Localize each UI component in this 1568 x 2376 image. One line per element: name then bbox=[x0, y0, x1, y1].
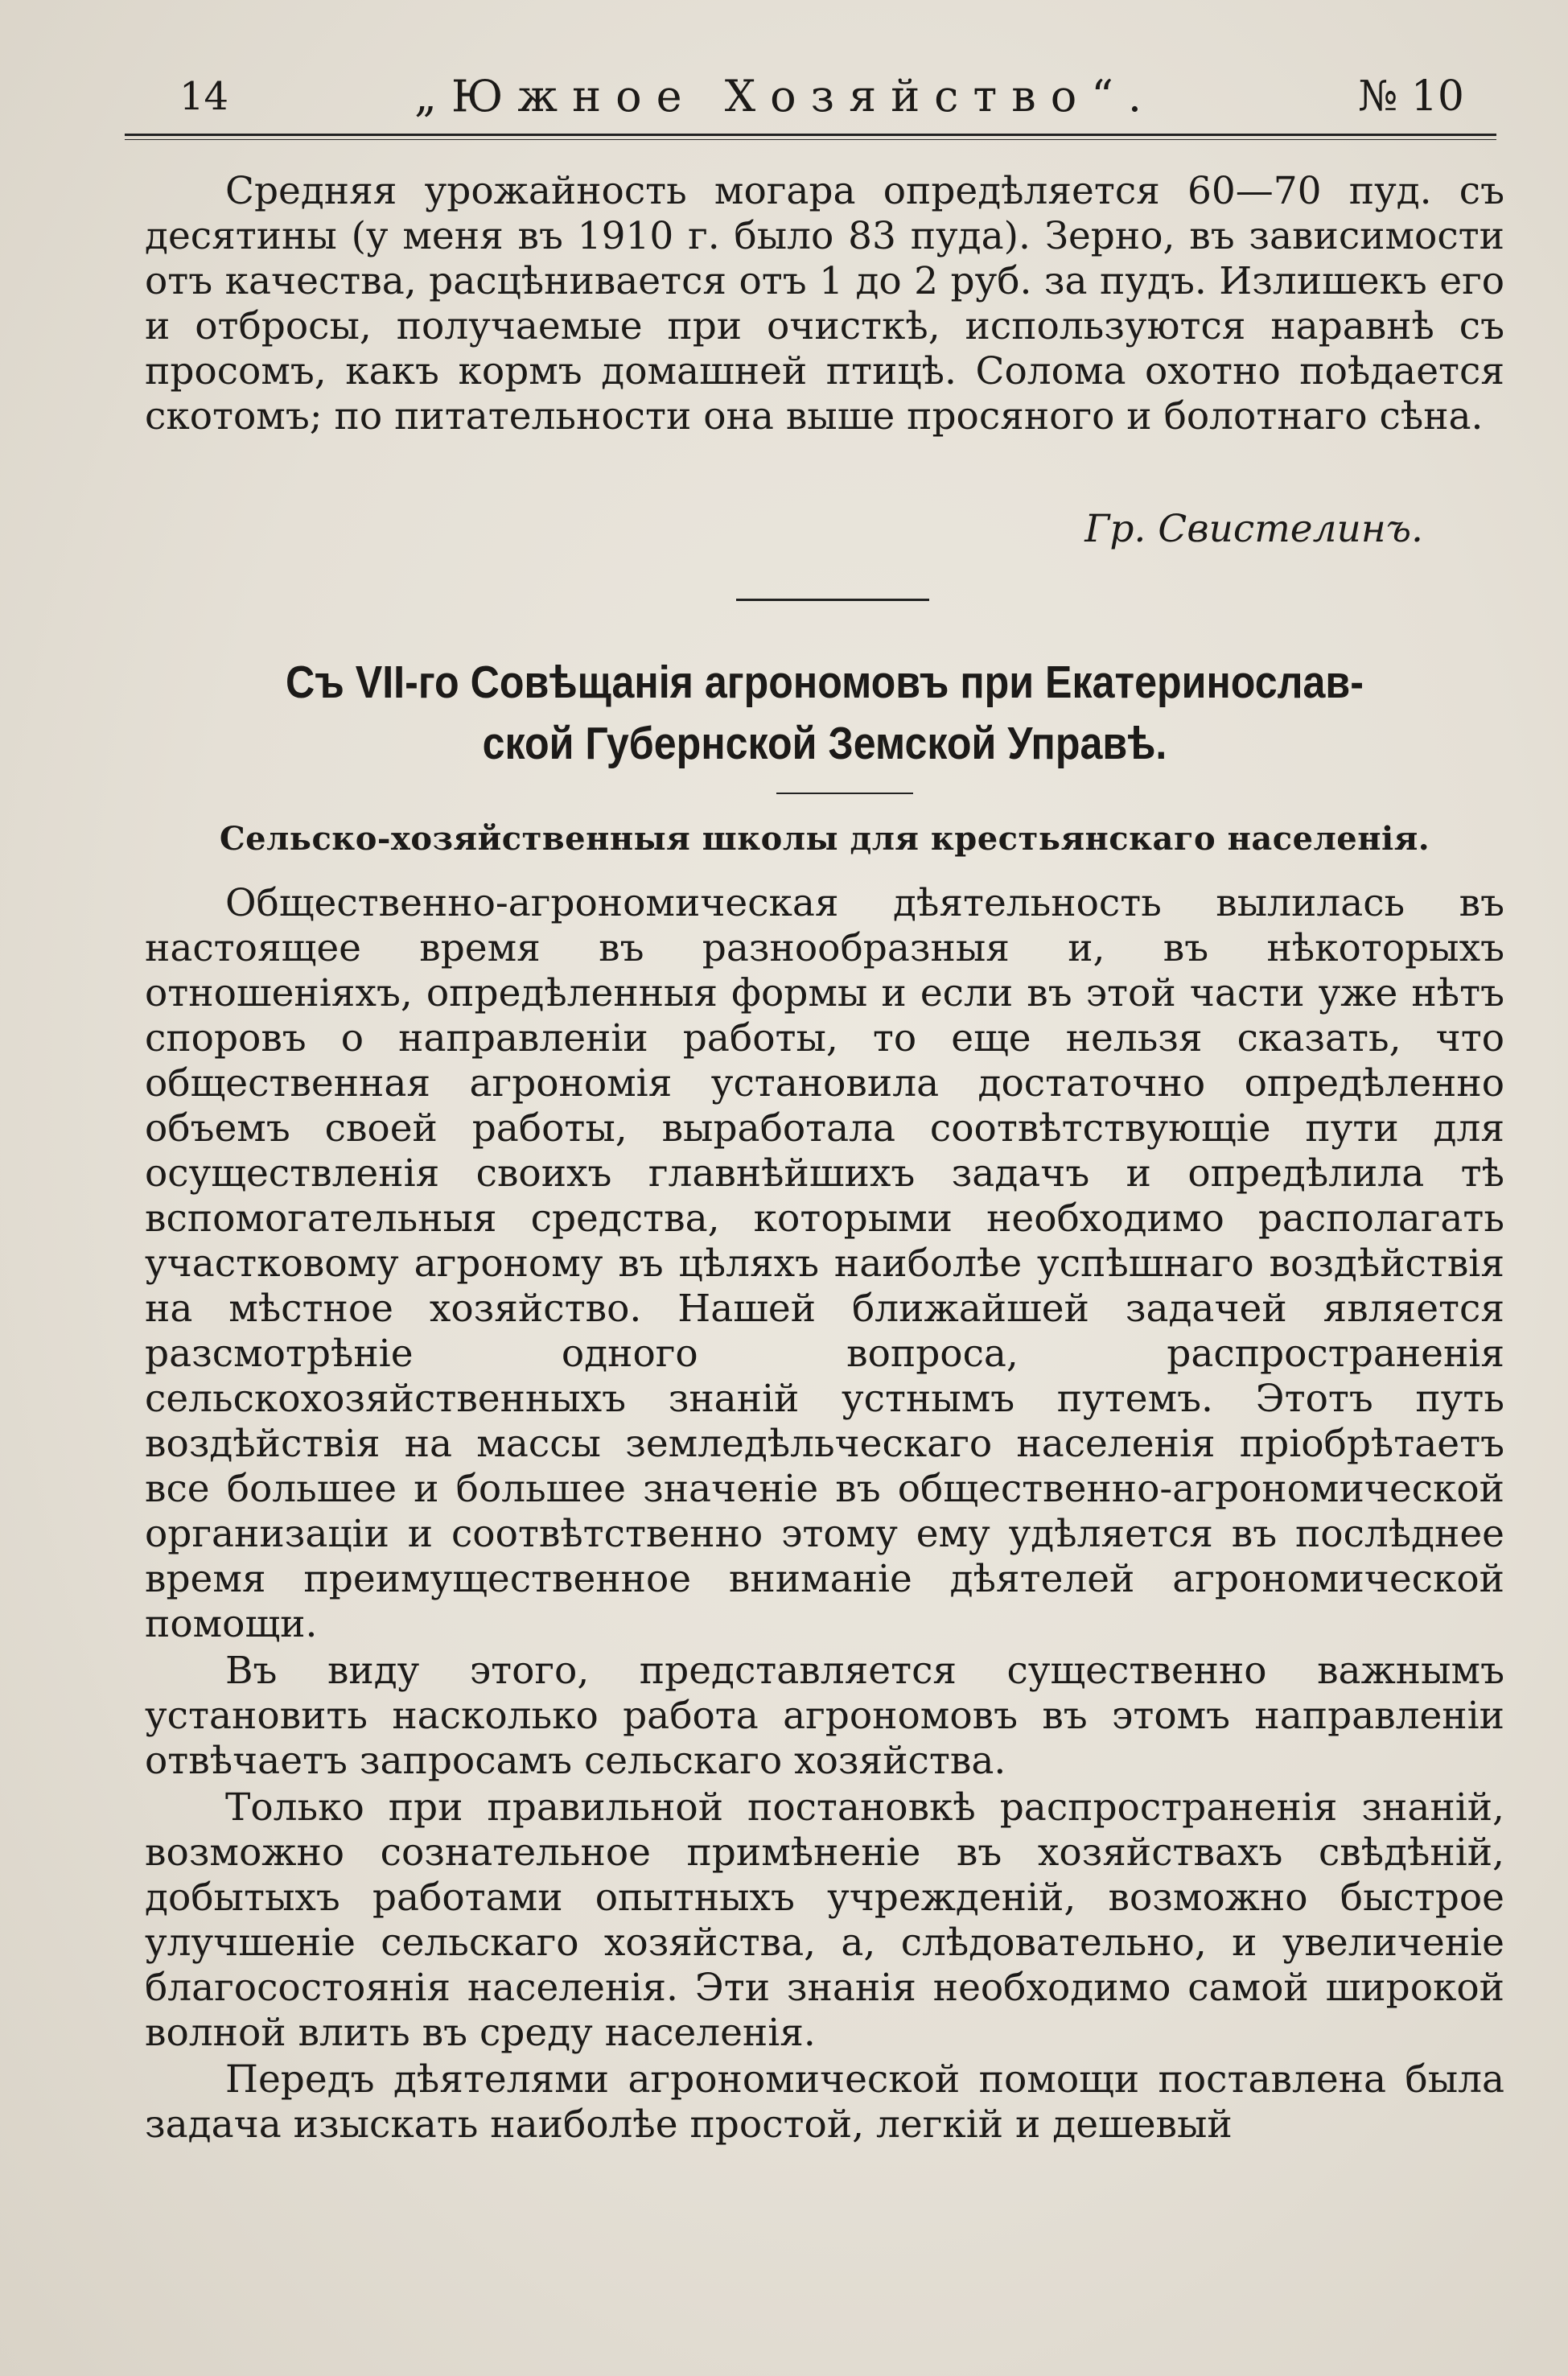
journal-title: „Южное Хозяйство“. bbox=[414, 71, 1156, 121]
issue-number: № 10 bbox=[1358, 72, 1464, 121]
paragraph: Средняя урожайность могара опредѣляется 60—70 пуд. съ десятины (у меня въ 1910 г. было 83 пуда). Зерно, въ зависимости отъ качества, расцѣнивается отъ 1 до 2 руб. за пудъ. Излишекъ его и отбросы, получаемые при очисткѣ, используются наравнѣ съ просомъ, какъ кормъ домашней птицѣ. Солома охотно поѣдается скотомъ; по питательности она выше просяного и болотнаго сѣна. bbox=[145, 169, 1504, 439]
section-separator bbox=[736, 599, 929, 601]
author-signature: Гр. Свистелинъ. bbox=[1084, 507, 1423, 551]
page-number: 14 bbox=[179, 74, 229, 119]
paragraph: Общественно-агрономическая дѣятельность вылилась въ настоящее время въ разнообразныя и, въ нѣкоторыхъ отношеніяхъ, опредѣленныя формы и если въ этой части уже нѣтъ споровъ о направленіи работы, то еще нельзя сказать, что общественная агрономія установила достаточно опредѣленно объемъ своей работы, выработала соотвѣтствующіе пути для осуществленія своихъ главнѣйшихъ задачъ и опредѣлила тѣ вспомогательныя средства, которыми необходимо располагать участковому агроному въ цѣляхъ наиболѣе успѣшнаго воздѣйствія на мѣстное хозяйство. Нашей ближайшей задачей является разсмотрѣніе одного вопроса, распространенія сельскохозяйственныхъ знаній устнымъ путемъ. Этотъ путь воздѣйствія на массы земледѣльческаго населенія пріобрѣтаетъ все большее и большее значеніе въ общественно-агрономической организаціи и соотвѣтственно этому ему удѣляется въ послѣднее время преимущественное вниманіе дѣятелей агрономической помощи. bbox=[145, 881, 1504, 1646]
article-title-line: ской Губернской Земской Управѣ. bbox=[482, 718, 1167, 769]
header-rule bbox=[125, 134, 1496, 136]
page-header bbox=[125, 72, 1496, 137]
article-body bbox=[145, 881, 1504, 2149]
header-rule-thin bbox=[125, 139, 1496, 140]
title-separator bbox=[776, 793, 913, 794]
article-title bbox=[223, 652, 1426, 774]
paragraph: Передъ дѣятелями агрономической помощи поставлена была задача изыскать наиболѣе простой, легкій и дешевый bbox=[145, 2057, 1504, 2147]
previous-article-text bbox=[145, 169, 1504, 439]
article-title-line: Съ VII-го Совѣщанія агрономовъ при Екатеринослав- bbox=[286, 657, 1364, 708]
paragraph: Въ виду этого, представляется существенно важнымъ установить насколько работа агрономовъ въ этомъ направленіи отвѣчаетъ запросамъ сельскаго хозяйства. bbox=[145, 1649, 1504, 1783]
paragraph: Только при правильной постановкѣ распространенія знаній, возможно сознательное примѣненіе въ хозяйствахъ свѣдѣній, добытыхъ работами опытныхъ учрежденій, возможно быстрое улучшеніе сельскаго хозяйства, а, слѣдовательно, и увеличеніе благосостоянія населенія. Эти знанія необходимо самой широкой волной влить въ среду населенія. bbox=[145, 1785, 1504, 2055]
article-subtitle: Сельско-хозяйственныя школы для крестьянскаго населенія. bbox=[219, 820, 1430, 858]
